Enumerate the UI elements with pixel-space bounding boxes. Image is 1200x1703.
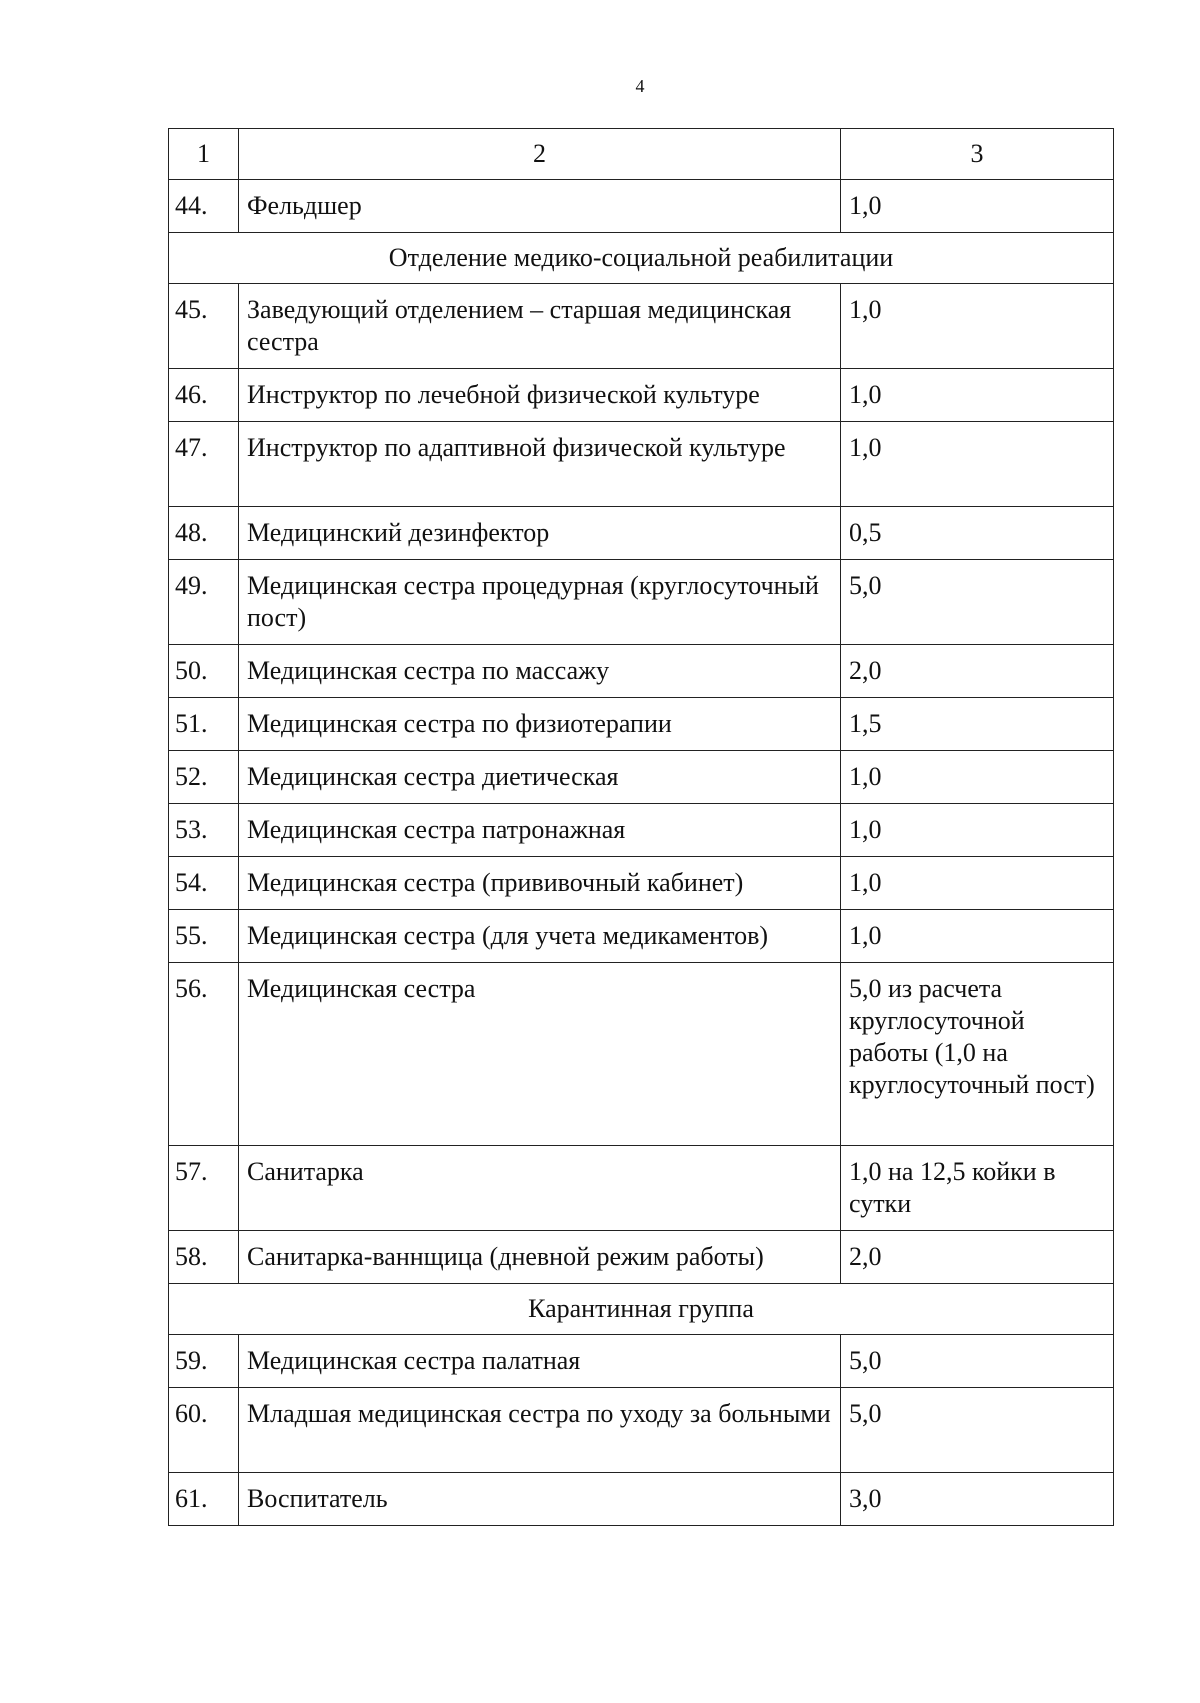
position-name-cell: Медицинская сестра — [239, 963, 841, 1146]
quantity-cell: 5,0 из расчета круглосуточной работы (1,0 на круглосуточный пост) — [841, 963, 1114, 1146]
position-name-cell: Заведующий отделением – старшая медицинская сестра — [239, 284, 841, 369]
quantity-cell: 3,0 — [841, 1473, 1114, 1526]
position-name-cell: Фельдшер — [239, 180, 841, 233]
section-header-row — [169, 1284, 1114, 1335]
position-name-cell: Медицинская сестра процедурная (круглосуточный пост) — [239, 560, 841, 645]
staffing-table — [168, 128, 1114, 1526]
quantity-cell: 1,0 — [841, 804, 1114, 857]
row-number-cell: 51. — [169, 698, 239, 751]
quantity-cell: 5,0 — [841, 1388, 1114, 1473]
position-name-cell: Инструктор по лечебной физической культуре — [239, 369, 841, 422]
table-row — [169, 751, 1114, 804]
position-name-cell: Медицинская сестра (для учета медикаментов) — [239, 910, 841, 963]
position-name-cell: Воспитатель — [239, 1473, 841, 1526]
quantity-cell: 1,0 — [841, 422, 1114, 507]
page-number: 4 — [635, 76, 645, 96]
row-number-cell: 52. — [169, 751, 239, 804]
header-cell-number: 1 — [169, 129, 239, 180]
row-number-cell: 44. — [169, 180, 239, 233]
quantity-cell: 2,0 — [841, 1231, 1114, 1284]
quantity-cell: 0,5 — [841, 507, 1114, 560]
position-name-cell: Младшая медицинская сестра по уходу за больными — [239, 1388, 841, 1473]
table-row — [169, 1231, 1114, 1284]
row-number-cell: 56. — [169, 963, 239, 1146]
section-header-row — [169, 233, 1114, 284]
quantity-cell: 1,0 — [841, 369, 1114, 422]
section-title: Отделение медико-социальной реабилитации — [169, 233, 1114, 284]
quantity-cell: 1,0 на 12,5 койки в сутки — [841, 1146, 1114, 1231]
row-number-cell: 53. — [169, 804, 239, 857]
table-row — [169, 857, 1114, 910]
quantity-cell: 1,0 — [841, 180, 1114, 233]
quantity-cell: 1,0 — [841, 284, 1114, 369]
table-row — [169, 1146, 1114, 1231]
header-cell-quantity: 3 — [841, 129, 1114, 180]
row-number-cell: 58. — [169, 1231, 239, 1284]
quantity-cell: 1,0 — [841, 857, 1114, 910]
position-name-cell: Медицинская сестра по физиотерапии — [239, 698, 841, 751]
table-row — [169, 910, 1114, 963]
row-number-cell: 46. — [169, 369, 239, 422]
row-number-cell: 55. — [169, 910, 239, 963]
row-number-cell: 48. — [169, 507, 239, 560]
table-row — [169, 645, 1114, 698]
position-name-cell: Санитарка-ваннщица (дневной режим работы) — [239, 1231, 841, 1284]
position-name-cell: Медицинская сестра палатная — [239, 1335, 841, 1388]
table-row — [169, 804, 1114, 857]
row-number-cell: 50. — [169, 645, 239, 698]
row-number-cell: 60. — [169, 1388, 239, 1473]
quantity-cell: 2,0 — [841, 645, 1114, 698]
table-row — [169, 560, 1114, 645]
position-name-cell: Санитарка — [239, 1146, 841, 1231]
position-name-cell: Медицинская сестра (прививочный кабинет) — [239, 857, 841, 910]
table-row — [169, 1388, 1114, 1473]
table-row — [169, 284, 1114, 369]
position-name-cell: Медицинская сестра диетическая — [239, 751, 841, 804]
quantity-cell: 5,0 — [841, 560, 1114, 645]
table-row — [169, 507, 1114, 560]
quantity-cell: 1,5 — [841, 698, 1114, 751]
position-name-cell: Инструктор по адаптивной физической культуре — [239, 422, 841, 507]
table-row — [169, 1335, 1114, 1388]
row-number-cell: 49. — [169, 560, 239, 645]
table-row — [169, 1473, 1114, 1526]
row-number-cell: 45. — [169, 284, 239, 369]
quantity-cell: 5,0 — [841, 1335, 1114, 1388]
row-number-cell: 57. — [169, 1146, 239, 1231]
table-header-row — [169, 129, 1114, 180]
position-name-cell: Медицинская сестра по массажу — [239, 645, 841, 698]
table-row — [169, 180, 1114, 233]
row-number-cell: 59. — [169, 1335, 239, 1388]
row-number-cell: 47. — [169, 422, 239, 507]
position-name-cell: Медицинская сестра патронажная — [239, 804, 841, 857]
row-number-cell: 61. — [169, 1473, 239, 1526]
position-name-cell: Медицинский дезинфектор — [239, 507, 841, 560]
table-row — [169, 963, 1114, 1146]
quantity-cell: 1,0 — [841, 751, 1114, 804]
table-row — [169, 422, 1114, 507]
row-number-cell: 54. — [169, 857, 239, 910]
table-row — [169, 369, 1114, 422]
header-cell-position: 2 — [239, 129, 841, 180]
quantity-cell: 1,0 — [841, 910, 1114, 963]
section-title: Карантинная группа — [169, 1284, 1114, 1335]
table-row — [169, 698, 1114, 751]
